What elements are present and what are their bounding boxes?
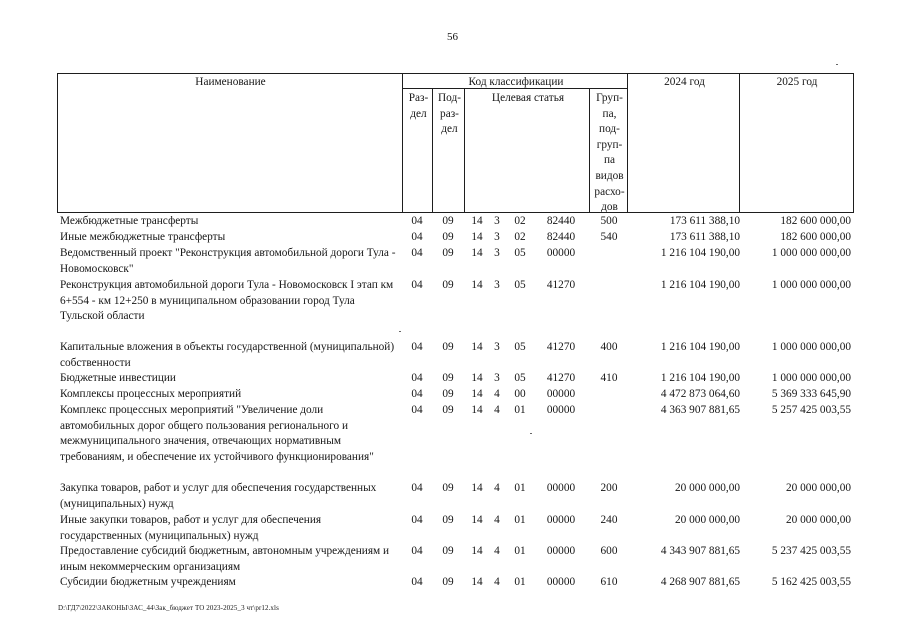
row-expense-group: 400 bbox=[600, 341, 618, 353]
row-target-type: 3 bbox=[494, 215, 500, 227]
row-amount-2025: 1 000 000 000,00 bbox=[771, 279, 851, 291]
row-podrazdel: 09 bbox=[442, 514, 454, 526]
scan-speck bbox=[836, 64, 838, 65]
row-amount-2025: 1 000 000 000,00 bbox=[771, 372, 851, 384]
row-expense-group: 240 bbox=[600, 514, 618, 526]
row-amount-2024: 4 363 907 881,65 bbox=[660, 404, 740, 416]
row-expense-group: 600 bbox=[600, 545, 618, 557]
row-podrazdel: 09 bbox=[442, 388, 454, 400]
row-target-event: 01 bbox=[514, 576, 526, 588]
row-name: Предоставление субсидий бюджетным, автономным учреждениям и иным некоммерческим организациям bbox=[60, 545, 390, 573]
row-target-event: 05 bbox=[514, 341, 526, 353]
row-target-direction: 00000 bbox=[546, 247, 576, 259]
row-target-program: 14 bbox=[471, 404, 483, 416]
row-target-direction: 00000 bbox=[546, 545, 576, 557]
row-target-type: 3 bbox=[494, 279, 500, 291]
table-header bbox=[57, 73, 854, 213]
row-target-event: 05 bbox=[514, 279, 526, 291]
row-target-program: 14 bbox=[471, 215, 483, 227]
file-path-footer: D:\ГД7\2022\ЗАКОНЫ\ЗАС_44\Зак_бюджет ТО 2023-2025_3 чт\pr12.xls bbox=[58, 604, 279, 612]
row-podrazdel: 09 bbox=[442, 279, 454, 291]
header-name: Наименование bbox=[195, 76, 266, 88]
row-razdel: 04 bbox=[411, 545, 423, 557]
row-amount-2024: 4 472 873 064,60 bbox=[660, 388, 740, 400]
row-name: Межбюджетные трансферты bbox=[60, 215, 199, 227]
row-target-direction: 41270 bbox=[546, 341, 576, 353]
row-razdel: 04 bbox=[411, 482, 423, 494]
row-amount-2025: 5 257 425 003,55 bbox=[771, 404, 851, 416]
row-name: Субсидии бюджетным учреждениям bbox=[60, 576, 236, 588]
row-target-program: 14 bbox=[471, 514, 483, 526]
row-amount-2024: 1 216 104 190,00 bbox=[660, 279, 740, 291]
row-name: Иные межбюджетные трансферты bbox=[60, 231, 226, 243]
row-razdel: 04 bbox=[411, 341, 423, 353]
row-target-program: 14 bbox=[471, 231, 483, 243]
header-divider bbox=[432, 89, 433, 213]
row-podrazdel: 09 bbox=[442, 404, 454, 416]
row-target-type: 3 bbox=[494, 372, 500, 384]
row-amount-2025: 5 237 425 003,55 bbox=[771, 545, 851, 557]
row-target-direction: 00000 bbox=[546, 404, 576, 416]
row-target-program: 14 bbox=[471, 372, 483, 384]
row-target-direction: 00000 bbox=[546, 482, 576, 494]
row-target-event: 00 bbox=[514, 388, 526, 400]
row-razdel: 04 bbox=[411, 215, 423, 227]
row-target-event: 01 bbox=[514, 404, 526, 416]
row-target-type: 3 bbox=[494, 341, 500, 353]
row-target-direction: 00000 bbox=[546, 388, 576, 400]
row-name: Иные закупки товаров, работ и услуг для обеспечения государственных (муниципальных) нужд bbox=[60, 514, 322, 542]
row-expense-group: 500 bbox=[600, 215, 618, 227]
row-target-type: 3 bbox=[494, 247, 500, 259]
header-podrazdel: Под- раз- дел bbox=[438, 92, 461, 136]
row-target-type: 4 bbox=[494, 482, 500, 494]
row-podrazdel: 09 bbox=[442, 545, 454, 557]
header-target-article: Целевая статья bbox=[491, 92, 565, 104]
header-divider bbox=[402, 73, 403, 213]
row-podrazdel: 09 bbox=[442, 231, 454, 243]
row-name: Бюджетные инвестиции bbox=[60, 372, 176, 384]
header-divider bbox=[739, 73, 740, 213]
header-year-2024: 2024 год bbox=[664, 76, 705, 88]
row-target-program: 14 bbox=[471, 247, 483, 259]
row-target-type: 4 bbox=[494, 388, 500, 400]
row-name: Закупка товаров, работ и услуг для обеспечения государственных (муниципальных) нужд bbox=[60, 482, 377, 510]
row-target-direction: 82440 bbox=[546, 231, 576, 243]
row-amount-2024: 4 268 907 881,65 bbox=[660, 576, 740, 588]
row-target-event: 05 bbox=[514, 372, 526, 384]
row-target-event: 01 bbox=[514, 482, 526, 494]
row-target-type: 3 bbox=[494, 231, 500, 243]
row-podrazdel: 09 bbox=[442, 482, 454, 494]
row-target-direction: 41270 bbox=[546, 372, 576, 384]
row-podrazdel: 09 bbox=[442, 247, 454, 259]
row-podrazdel: 09 bbox=[442, 372, 454, 384]
row-podrazdel: 09 bbox=[442, 215, 454, 227]
header-divider bbox=[464, 89, 465, 213]
row-target-direction: 41270 bbox=[546, 279, 576, 291]
row-name: Комплексы процессных мероприятий bbox=[60, 388, 242, 400]
header-divider bbox=[402, 88, 627, 89]
row-expense-group: 540 bbox=[600, 231, 618, 243]
row-target-event: 01 bbox=[514, 514, 526, 526]
row-razdel: 04 bbox=[411, 514, 423, 526]
row-target-program: 14 bbox=[471, 545, 483, 557]
row-target-type: 4 bbox=[494, 576, 500, 588]
row-razdel: 04 bbox=[411, 231, 423, 243]
row-amount-2024: 173 611 388,10 bbox=[669, 215, 740, 227]
row-amount-2024: 4 343 907 881,65 bbox=[660, 545, 740, 557]
row-target-event: 02 bbox=[514, 231, 526, 243]
row-razdel: 04 bbox=[411, 576, 423, 588]
header-code-group: Код классификации bbox=[468, 76, 564, 88]
row-amount-2024: 1 216 104 190,00 bbox=[660, 341, 740, 353]
row-razdel: 04 bbox=[411, 388, 423, 400]
row-name: Комплекс процессных мероприятий "Увеличение доли автомобильных дорог общего пользования регионального и межмуниципального значения, отвечающих нормативным требованиям, и обеспечение их устойчивого функционирования" bbox=[60, 404, 374, 463]
row-expense-group: 200 bbox=[600, 482, 618, 494]
header-year-2025: 2025 год bbox=[776, 76, 818, 88]
row-amount-2024: 20 000 000,00 bbox=[675, 482, 740, 494]
row-target-type: 4 bbox=[494, 514, 500, 526]
header-razdel: Раз- дел bbox=[408, 92, 429, 120]
row-name: Капитальные вложения в объекты государственной (муниципальной) собственности bbox=[60, 341, 395, 369]
row-target-event: 01 bbox=[514, 545, 526, 557]
page-number: 56 bbox=[447, 31, 458, 43]
row-expense-group: 610 bbox=[600, 576, 618, 588]
row-amount-2025: 1 000 000 000,00 bbox=[771, 247, 851, 259]
header-expense-group: Груп- па, под- груп- па видов расхо- дов bbox=[594, 92, 625, 214]
row-amount-2025: 1 000 000 000,00 bbox=[771, 341, 851, 353]
row-amount-2025: 182 600 000,00 bbox=[780, 231, 851, 243]
row-target-program: 14 bbox=[471, 388, 483, 400]
row-target-program: 14 bbox=[471, 279, 483, 291]
row-target-program: 14 bbox=[471, 341, 483, 353]
row-amount-2024: 1 216 104 190,00 bbox=[660, 247, 740, 259]
row-amount-2024: 20 000 000,00 bbox=[675, 514, 740, 526]
header-divider bbox=[627, 73, 628, 213]
row-podrazdel: 09 bbox=[442, 576, 454, 588]
row-amount-2025: 20 000 000,00 bbox=[786, 482, 851, 494]
row-name: Реконструкция автомобильной дороги Тула - Новомосковск I этап км 6+554 - км 12+250 в муниципальном образовании город Тула Тульской области bbox=[60, 279, 394, 323]
row-razdel: 04 bbox=[411, 279, 423, 291]
row-target-event: 05 bbox=[514, 247, 526, 259]
row-amount-2025: 20 000 000,00 bbox=[786, 514, 851, 526]
row-target-type: 4 bbox=[494, 545, 500, 557]
row-amount-2025: 5 162 425 003,55 bbox=[771, 576, 851, 588]
row-target-type: 4 bbox=[494, 404, 500, 416]
row-target-direction: 00000 bbox=[546, 514, 576, 526]
header-divider bbox=[589, 89, 590, 213]
row-amount-2025: 5 369 333 645,90 bbox=[771, 388, 851, 400]
scan-speck bbox=[530, 433, 532, 434]
row-razdel: 04 bbox=[411, 404, 423, 416]
scan-speck bbox=[399, 331, 401, 332]
row-target-program: 14 bbox=[471, 576, 483, 588]
row-razdel: 04 bbox=[411, 247, 423, 259]
row-razdel: 04 bbox=[411, 372, 423, 384]
row-name: Ведомственный проект "Реконструкция автомобильной дороги Тула - Новомосковск" bbox=[60, 247, 396, 275]
row-amount-2024: 173 611 388,10 bbox=[669, 231, 740, 243]
row-target-direction: 82440 bbox=[546, 215, 576, 227]
row-target-program: 14 bbox=[471, 482, 483, 494]
row-amount-2025: 182 600 000,00 bbox=[780, 215, 851, 227]
row-target-direction: 00000 bbox=[546, 576, 576, 588]
row-podrazdel: 09 bbox=[442, 341, 454, 353]
row-amount-2024: 1 216 104 190,00 bbox=[660, 372, 740, 384]
row-target-event: 02 bbox=[514, 215, 526, 227]
row-expense-group: 410 bbox=[600, 372, 618, 384]
